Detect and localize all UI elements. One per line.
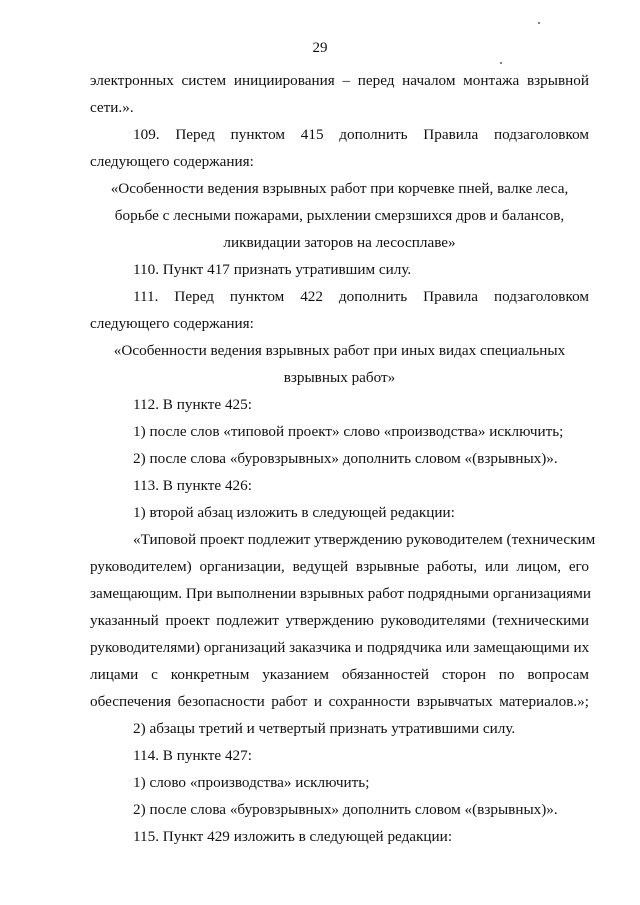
paragraph-110: 110. Пункт 417 признать утратившим силу.: [133, 261, 412, 278]
text-line: 1) слово «производства» исключить;: [133, 774, 370, 791]
paragraph-109: 109. Перед пунктом 415 дополнить Правила подзаголовком: [133, 126, 589, 143]
text-line: 2) абзацы третий и четвертый признать утратившими силу.: [133, 720, 516, 737]
text-line: 1) второй абзац изложить в следующей редакции:: [133, 504, 455, 521]
text-line: следующего содержания:: [90, 315, 254, 332]
text-line: следующего содержания:: [90, 153, 254, 170]
paragraph-113: 113. В пункте 426:: [133, 477, 252, 494]
quoted-text-line: лицами с конкретным указанием обязанностей сторон по вопросам: [90, 666, 589, 683]
text-line: 2) после слова «буровзрывных» дополнить словом «(взрывных)».: [133, 801, 558, 818]
text-line: электронных систем инициирования – перед началом монтажа взрывной: [90, 72, 589, 89]
text-line: сети.».: [90, 99, 134, 116]
paragraph-112: 112. В пункте 425:: [133, 396, 252, 413]
text-line: 2) после слова «буровзрывных» дополнить словом «(взрывных)».: [133, 450, 558, 467]
subheading-line: ликвидации заторов на лесосплаве»: [223, 234, 456, 251]
subheading-line: борьбе с лесными пожарами, рыхлении смерзшихся дров и балансов,: [114, 207, 565, 224]
quoted-text-line: указанный проект подлежит утверждению руководителями (техническими: [90, 612, 589, 629]
quoted-text-line: руководителем) организации, ведущей взрывные работы, или лицом, его: [90, 558, 589, 575]
quoted-text-line: «Типовой проект подлежит утверждению руководителем (техническим: [133, 531, 596, 548]
scan-speck: [500, 62, 502, 64]
page-number: 29: [312, 40, 328, 56]
subheading-line: взрывных работ»: [283, 369, 396, 386]
scan-speck: [538, 22, 540, 24]
subheading-line: «Особенности ведения взрывных работ при иных видах специальных: [113, 342, 566, 359]
paragraph-111: 111. Перед пунктом 422 дополнить Правила подзаголовком: [133, 288, 589, 305]
text-line: 1) после слов «типовой проект» слово «производства» исключить;: [133, 423, 564, 440]
quoted-text-line: руководителями) организаций заказчика и подрядчика или замещающими их: [90, 639, 590, 656]
quoted-text-line: замещающим. При выполнении взрывных работ подрядными организациями: [90, 585, 591, 602]
paragraph-114: 114. В пункте 427:: [133, 747, 252, 764]
subheading-line: «Особенности ведения взрывных работ при корчевке пней, валке леса,: [110, 180, 569, 197]
paragraph-115: 115. Пункт 429 изложить в следующей редакции:: [133, 828, 453, 845]
quoted-text-line: обеспечения безопасности работ и сохранности взрывчатых материалов.»;: [90, 693, 589, 710]
